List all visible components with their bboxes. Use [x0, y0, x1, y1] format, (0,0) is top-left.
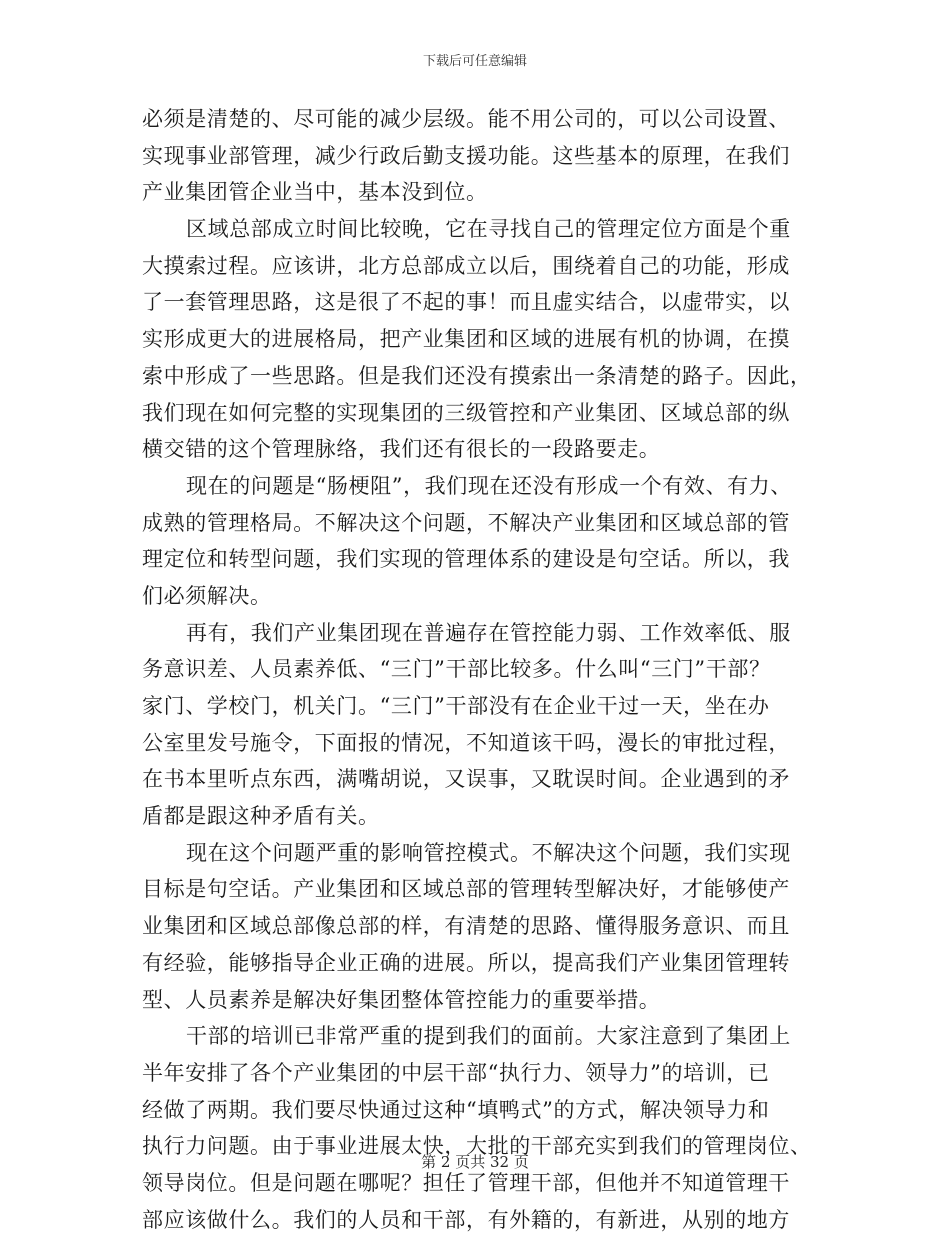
document-body: [142, 101, 818, 1238]
text-line: 索中形成了一些思路。但是我们还没有摸索出一条清楚的路子。因此，: [142, 363, 812, 388]
text-line: 实现事业部管理，减少行政后勤支援功能。这些基本的原理，在我们: [142, 143, 790, 168]
text-line: 产业集团管企业当中，基本没到位。: [142, 180, 488, 205]
text-line: 半年安排了各个产业集团的中层干部“执行力、领导力”的培训，已: [142, 1060, 770, 1085]
paragraph-first-line: 区域总部成立时间比较晚，它在寻找自己的管理定位方面是个重: [186, 217, 791, 242]
text-line: 必须是清楚的、尽可能的减少层级。能不用公司的，可以公司设置、: [142, 107, 790, 131]
paragraph-first-line: 现在的问题是“肠梗阻”，我们现在还没有形成一个有效、有力、: [186, 473, 792, 498]
text-line: 了一套管理思路，这是很了不起的事！而且虚实结合，以虚带实，以: [142, 290, 790, 315]
text-line: 部应该做什么。我们的人员和干部，有外籍的，有新进，从别的地方: [142, 1207, 790, 1232]
text-line: 横交错的这个管理脉络，我们还有很长的一段路要走。: [142, 437, 661, 462]
paragraph-first-line: 现在这个问题严重的影响管控模式。不解决这个问题，我们实现: [186, 840, 791, 865]
page-header: 下载后可任意编辑: [422, 54, 527, 69]
text-line: 有经验，能够指导企业正确的进展。所以，提高我们产业集团管理转: [142, 950, 790, 975]
paragraph-first-line: 再有，我们产业集团现在普遍存在管控能力弱、工作效率低、服: [186, 620, 791, 645]
text-line: 盾都是跟这种矛盾有关。: [142, 804, 380, 829]
text-line: 理定位和转型问题，我们实现的管理体系的建设是句空话。所以，我: [142, 547, 790, 572]
text-line: 我们现在如何完整的实现集团的三级管控和产业集团、区域总部的纵: [142, 400, 790, 425]
text-line: 实形成更大的进展格局，把产业集团和区域的进展有机的协调，在摸: [142, 327, 790, 352]
text-line: 大摸索过程。应该讲，北方总部成立以后，围绕着自己的功能，形成: [142, 253, 790, 278]
text-line: 目标是句空话。产业集团和区域总部的管理转型解决好，才能够使产: [142, 877, 790, 902]
paragraph-first-line: 干部的培训已非常严重的提到我们的面前。大家注意到了集团上: [186, 1024, 791, 1049]
text-line: 们必须解决。: [142, 583, 272, 608]
text-line: 型、人员素养是解决好集团整体管控能力的重要举措。: [142, 987, 661, 1012]
text-line: 领导岗位。但是问题在哪呢？担任了管理干部，但他并不知道管理干: [142, 1170, 790, 1195]
text-line: 成熟的管理格局。不解决这个问题，不解决产业集团和区域总部的管: [142, 510, 790, 535]
text-line: 家门、学校门，机关门。“三门”干部没有在企业干过一天，坐在办: [142, 694, 770, 718]
text-line: 公室里发号施令，下面报的情况，不知道该干吗，漫长的审批过程，: [142, 730, 790, 755]
text-line: 业集团和区域总部像总部的样，有清楚的思路、懂得服务意识、而且: [142, 914, 790, 939]
page-number-footer: 第 2 页共 32 页: [421, 1153, 529, 1171]
text-line: 在书本里听点东西，满嘴胡说，又误事，又耽误时间。企业遇到的矛: [142, 767, 790, 792]
text-line: 务意识差、人员素养低、“三门”干部比较多。什么叫“三门”干部？: [142, 657, 771, 682]
text-line: 经做了两期。我们要尽快通过这种“填鸭式”的方式，解决领导力和: [142, 1097, 770, 1122]
text-line: 执行力问题。由于事业进展太快，大批的干部充实到我们的管理岗位、: [142, 1134, 812, 1159]
